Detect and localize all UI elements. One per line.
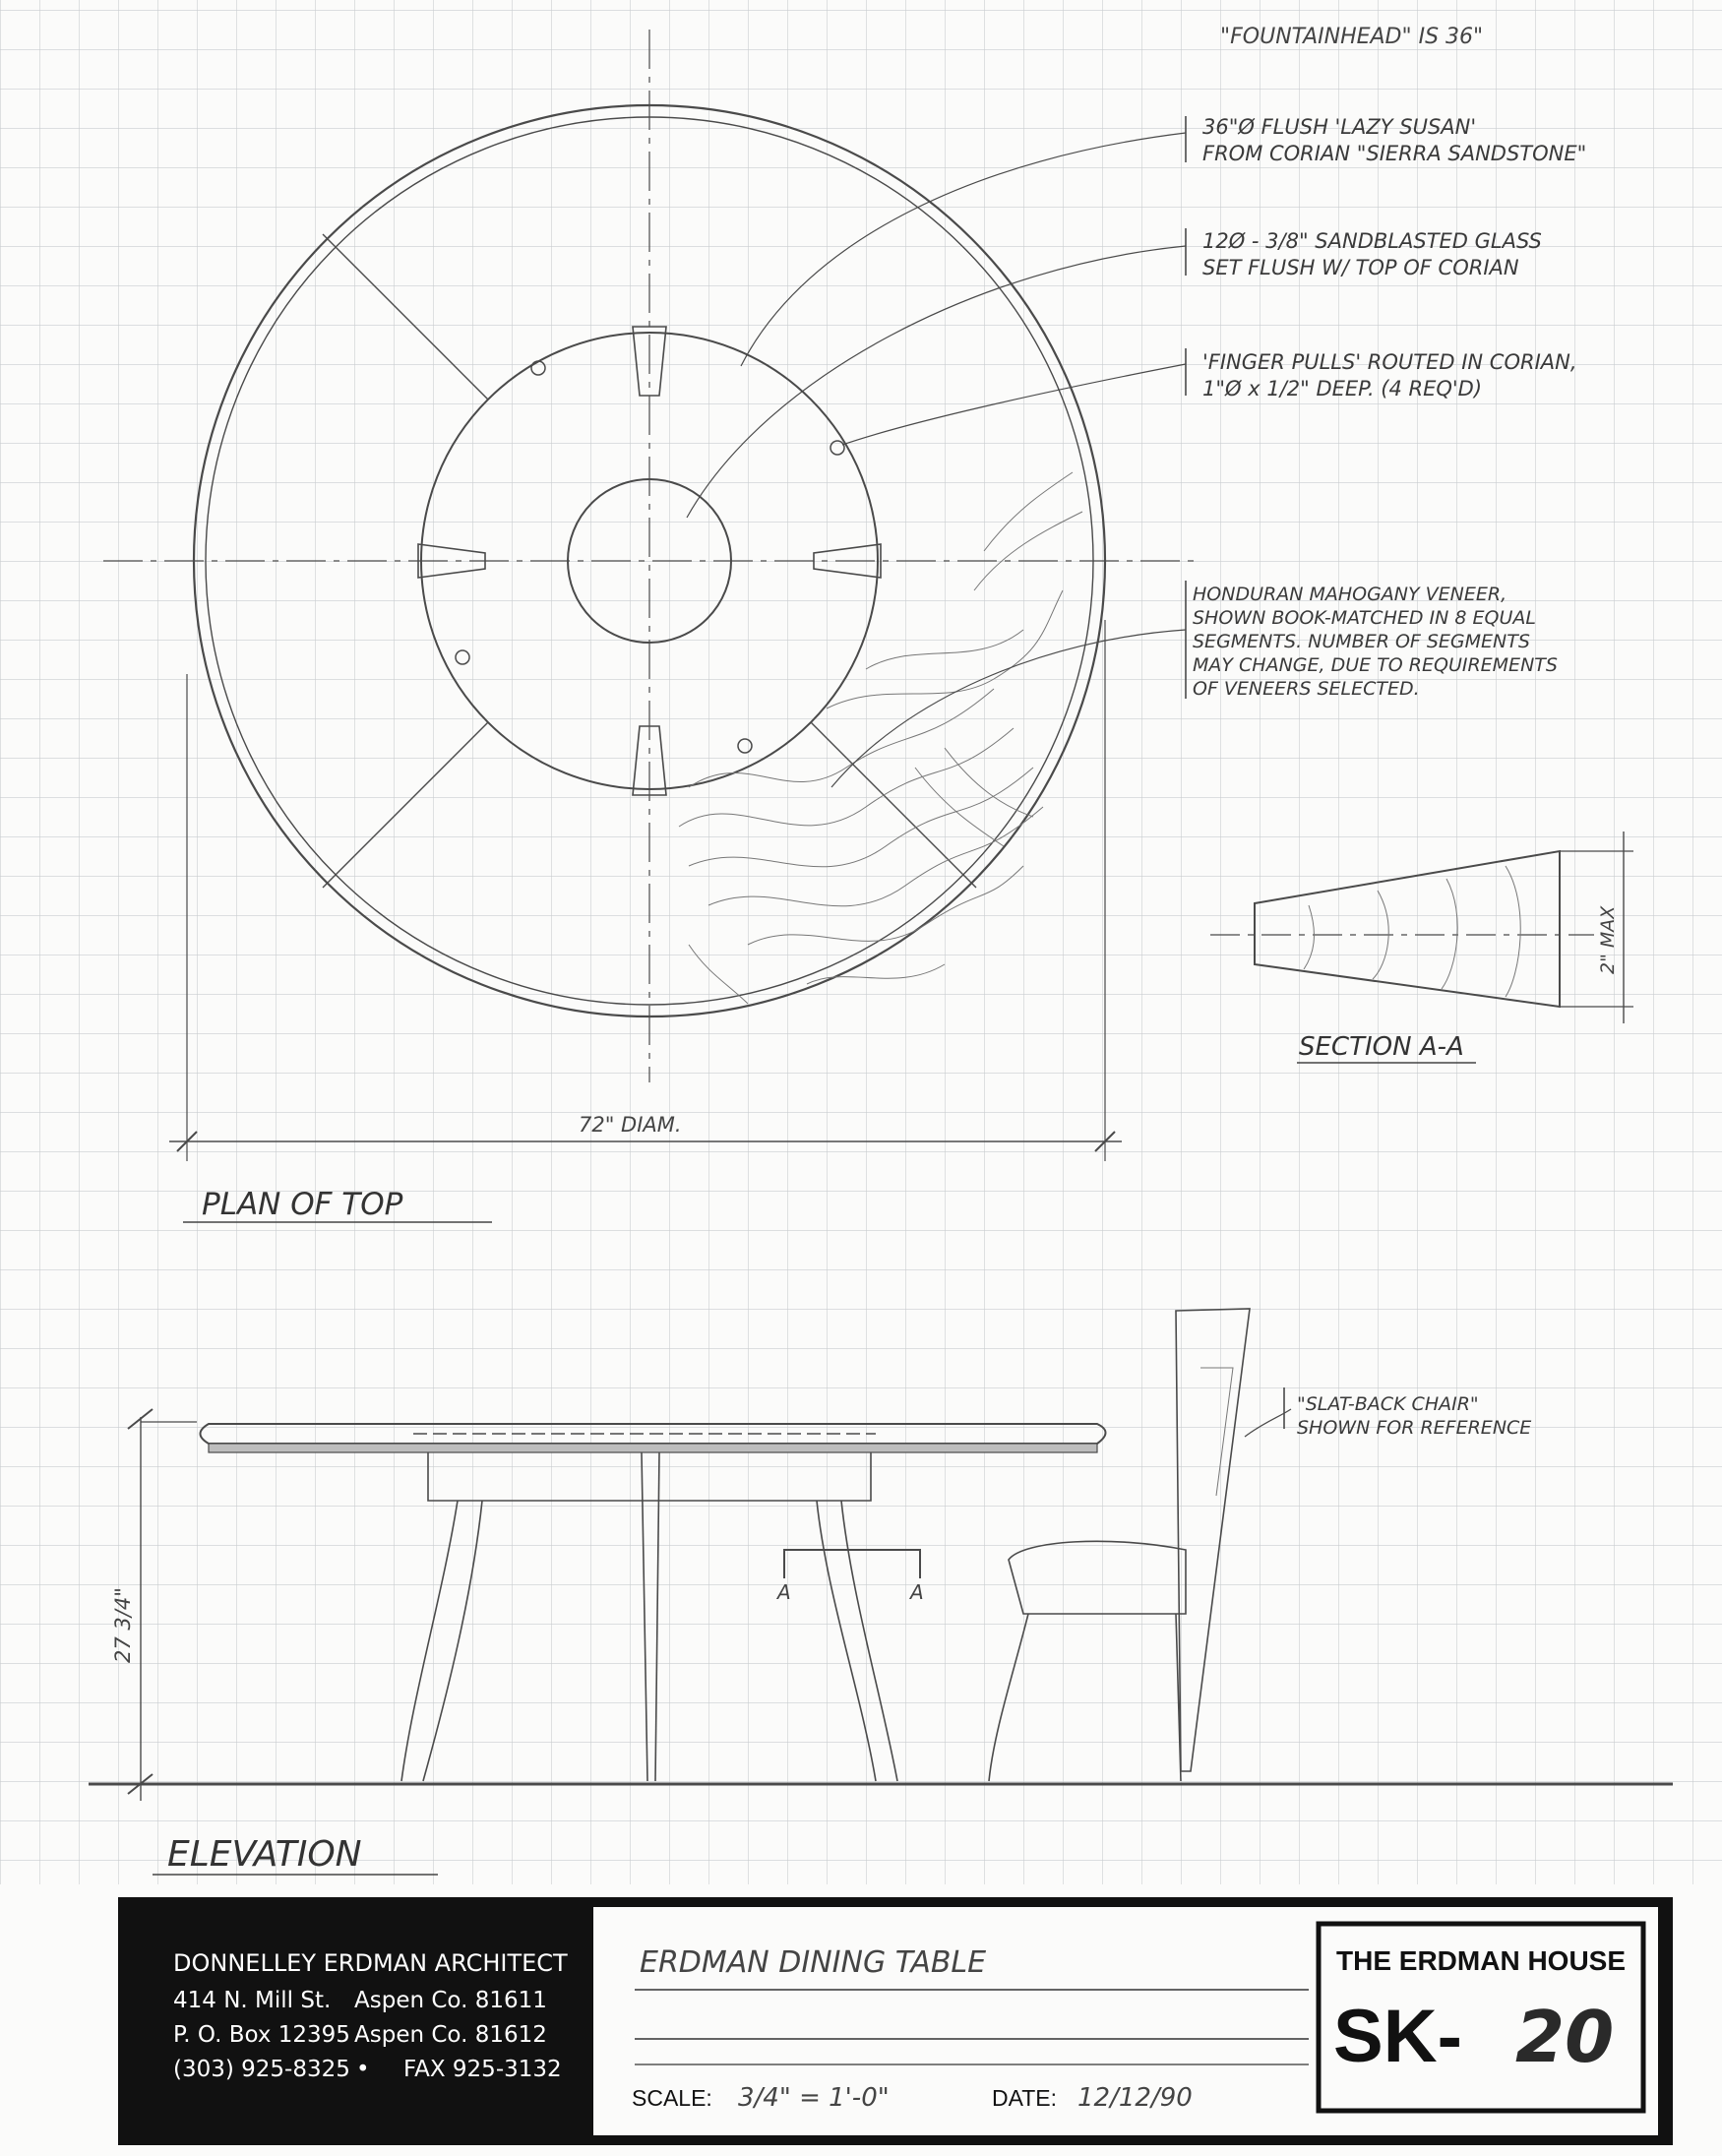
sheet-prefix: SK- bbox=[1333, 1995, 1462, 2078]
firm-name: DONNELLEY ERDMAN ARCHITECT bbox=[173, 1949, 568, 1977]
firm-fax: FAX 925-3132 bbox=[403, 2057, 562, 2082]
date-value: 12/12/90 bbox=[1077, 2083, 1193, 2113]
section-cut-label-right: A bbox=[910, 1580, 924, 1604]
note-veneer-line5: OF VENEERS SELECTED. bbox=[1193, 678, 1420, 700]
height-label: 27 3/4" bbox=[111, 1587, 135, 1663]
note-veneer-line1: HONDURAN MAHOGANY VENEER, bbox=[1193, 584, 1507, 605]
plan-title: PLAN OF TOP bbox=[202, 1187, 403, 1222]
firm-city2: Aspen Co. 81612 bbox=[354, 2022, 547, 2048]
diameter-label: 72" DIAM. bbox=[579, 1113, 682, 1137]
note-lazy-susan-line2: FROM CORIAN "SIERRA SANDSTONE" bbox=[1202, 142, 1587, 165]
elevation-title: ELEVATION bbox=[167, 1834, 362, 1875]
date-label: DATE: bbox=[992, 2085, 1058, 2111]
tabletop-veneer-band bbox=[209, 1444, 1097, 1452]
note-finger-pulls-line1: 'FINGER PULLS' ROUTED IN CORIAN, bbox=[1202, 350, 1577, 374]
note-veneer-line3: SEGMENTS. NUMBER OF SEGMENTS bbox=[1193, 631, 1530, 652]
scale-value: 3/4" = 1'-0" bbox=[738, 2083, 890, 2113]
note-glass-line1: 12Ø - 3/8" SANDBLASTED GLASS bbox=[1202, 229, 1542, 253]
section-title: SECTION A-A bbox=[1299, 1032, 1464, 1062]
note-veneer-line2: SHOWN BOOK-MATCHED IN 8 EQUAL bbox=[1193, 607, 1536, 629]
note-chair-line1: "SLAT-BACK CHAIR" bbox=[1297, 1393, 1479, 1415]
section-cut-label-left: A bbox=[777, 1580, 791, 1604]
note-glass-line2: SET FLUSH W/ TOP OF CORIAN bbox=[1202, 256, 1519, 279]
firm-address1: 414 N. Mill St. bbox=[173, 1988, 332, 2013]
scale-label: SCALE: bbox=[632, 2085, 712, 2111]
note-finger-pulls-line2: 1"Ø x 1/2" DEEP. (4 REQ'D) bbox=[1202, 377, 1483, 400]
firm-address2: P. O. Box 12395 bbox=[173, 2022, 350, 2048]
project-name: THE ERDMAN HOUSE bbox=[1336, 1945, 1627, 1976]
firm-bullet: • bbox=[356, 2057, 370, 2082]
drawing-title: ERDMAN DINING TABLE bbox=[640, 1945, 987, 1980]
note-chair-line2: SHOWN FOR REFERENCE bbox=[1297, 1417, 1532, 1439]
firm-city1: Aspen Co. 81611 bbox=[354, 1988, 547, 2013]
note-veneer-line4: MAY CHANGE, DUE TO REQUIREMENTS bbox=[1193, 654, 1558, 676]
firm-phone: (303) 925-8325 bbox=[173, 2057, 350, 2082]
note-lazy-susan-line1: 36"Ø FLUSH 'LAZY SUSAN' bbox=[1202, 115, 1477, 139]
sheet-number: 20 bbox=[1515, 1996, 1615, 2078]
section-max-label: 2" MAX bbox=[1597, 905, 1619, 974]
header-note: "FOUNTAINHEAD" IS 36" bbox=[1220, 25, 1484, 49]
